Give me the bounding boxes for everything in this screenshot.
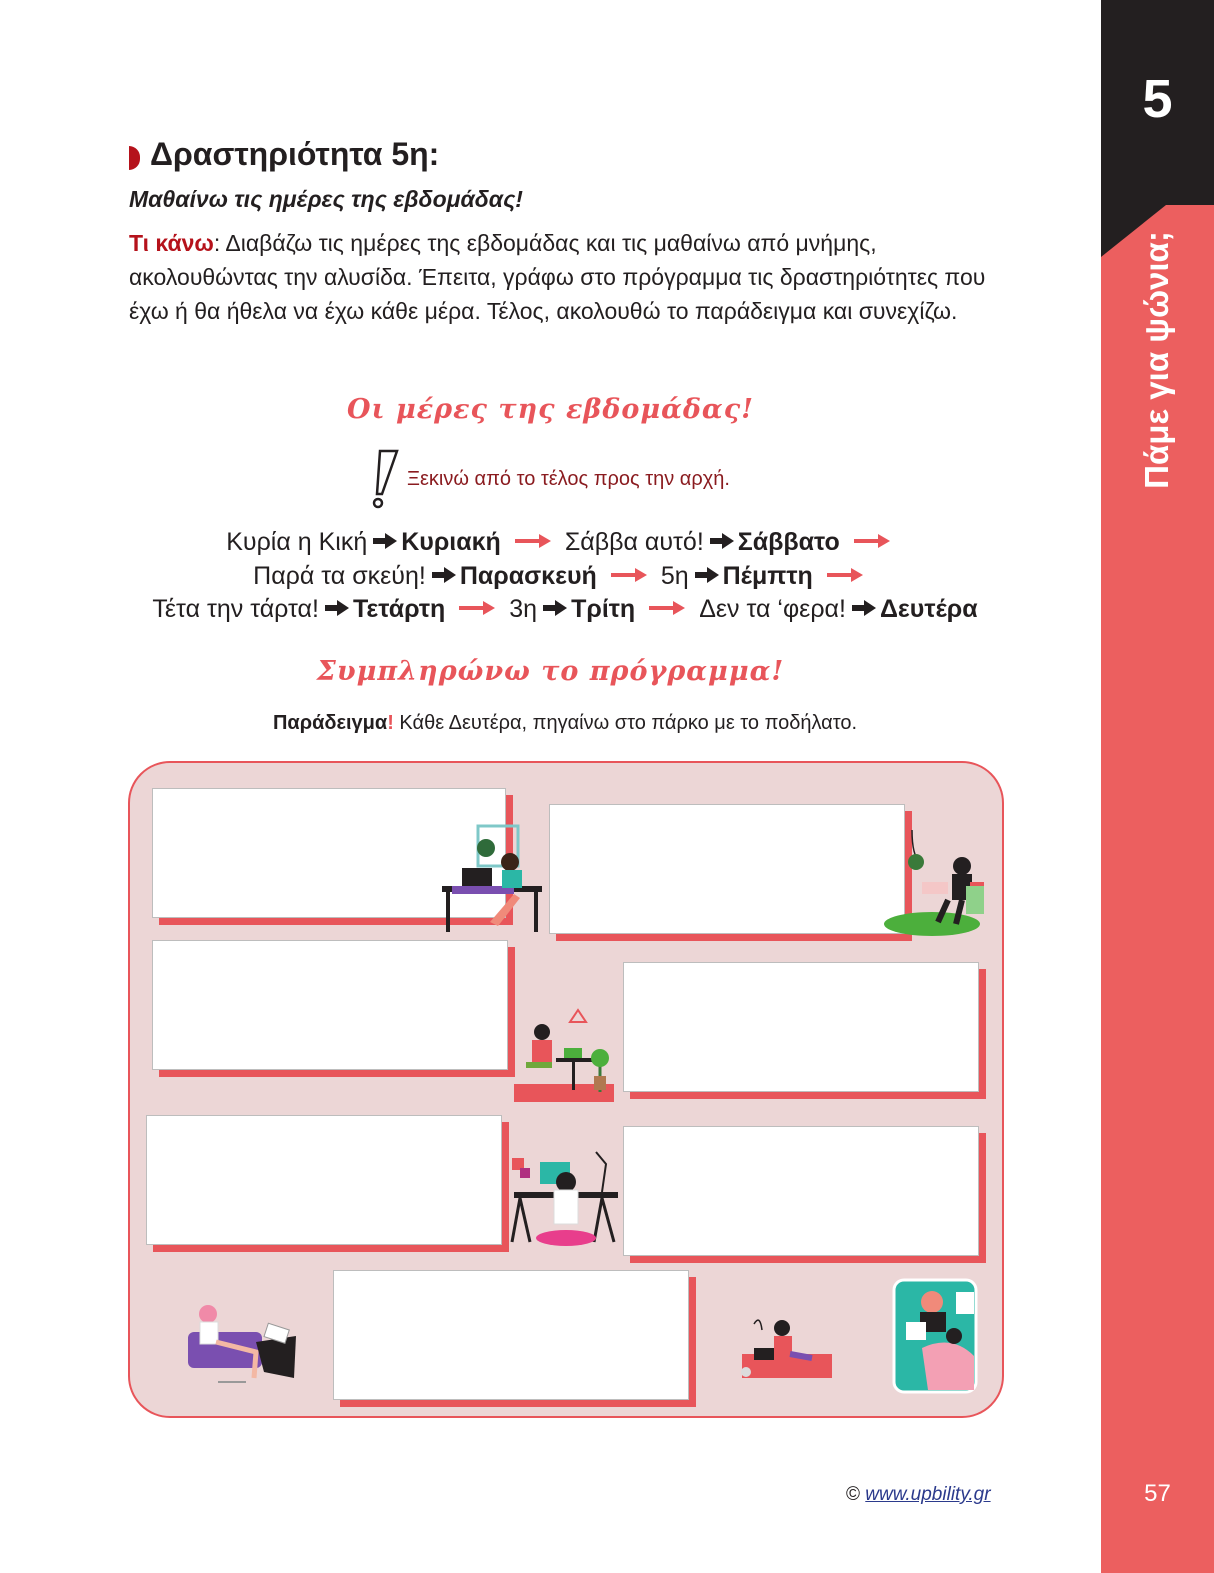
schedule-heading: Συμπληρώνω το πρόγραμμα! [316,656,785,687]
title-bullet-icon [129,146,140,170]
red-arrow-icon [827,568,863,582]
chain-hint: Τέτα την τάρτα! [152,595,319,623]
black-arrow-icon [432,567,456,583]
desk-worker-illustration [440,822,544,934]
direction-note: Ξεκινώ από το τέλος προς την αρχή. [407,468,730,490]
copyright-symbol: © [846,1484,860,1505]
black-arrow-icon [543,600,567,616]
chapter-number: 5 [1142,69,1173,129]
red-arrow-icon [611,568,647,582]
sitting-woman-illustration [882,826,988,938]
example-mark: ! [387,712,394,734]
schedule-slot-7[interactable] [333,1270,689,1400]
schedule-slot-3[interactable] [152,940,508,1070]
chain-day: Τετάρτη [352,595,446,623]
chain-hint: Σάββα αυτό! [564,528,704,556]
black-arrow-icon [373,533,397,549]
chain-day: Πέμπτη [722,562,813,590]
chain-hint: Δεν τα ‘φερα! [699,595,846,623]
publisher-link[interactable]: www.upbility.gr [865,1484,991,1505]
instructions-label: Τι κάνω [129,230,214,256]
schedule-slot-4[interactable] [623,962,979,1092]
instructions [129,226,999,328]
chapter-title: Πάμε για ψώνια; [1138,231,1175,489]
activity-title: Δραστηριότητα 5η: [150,136,440,172]
sofa-woman-illustration [186,1302,302,1392]
chain-hint: 3η [509,595,538,623]
chain-line-2 [0,562,1130,591]
activity-subtitle: Μαθαίνω τις ημέρες της εβδομάδας! [129,186,523,212]
reading-man-illustration [512,1006,620,1106]
chain-day: Τρίτη [571,595,636,623]
copyright-footer [846,1484,991,1506]
black-arrow-icon [710,533,734,549]
schedule-slot-6[interactable] [623,1126,979,1256]
instructions-text: : Διαβάζω τις ημέρες της εβδομάδας και τις μαθαίνω από μνήμης, ακολουθώντας την αλυσίδα. Έπειτα, γράφω στο πρόγραμμα τις δραστηριότητες που έχω ή θα ήθελα να έχω κάθε μέρα. Τέλος, ακολουθώ το παράδειγμα και συνεχίζω. [129,230,986,324]
schedule-slot-5[interactable] [146,1115,502,1245]
computer-desk-illustration [510,1146,622,1250]
page-number: 57 [1144,1480,1171,1507]
chain-hint: Παρά τα σκεύη! [253,562,426,590]
days-heading: Οι μέρες της εβδομάδας! [347,394,754,425]
chain-hint: 5η [660,562,689,590]
example-label: Παράδειγμα [272,712,388,734]
red-arrow-icon [854,534,890,548]
example-text: Κάθε Δευτέρα, πηγαίνω στο πάρκο με το ποδήλατο. [393,712,858,734]
chain-hint: Κυρία η Κική [226,528,368,556]
black-arrow-icon [695,567,719,583]
phone-chat-illustration [892,1278,984,1396]
black-arrow-icon [325,600,349,616]
schedule-slot-2[interactable] [549,804,905,934]
black-arrow-icon [852,600,876,616]
chain-day: Σάββατο [737,528,840,556]
red-arrow-icon [515,534,551,548]
red-arrow-icon [459,601,495,615]
chain-day: Κυριακή [401,528,501,556]
example-sentence [0,712,1130,735]
red-arrow-icon [649,601,685,615]
floor-laptop-illustration [728,1310,838,1390]
chain-day: Δευτέρα [879,595,978,623]
chain-line-1 [0,528,1130,557]
chain-line-3 [0,595,1130,624]
exclamation-icon [370,448,400,510]
chain-day: Παρασκευή [459,562,597,590]
